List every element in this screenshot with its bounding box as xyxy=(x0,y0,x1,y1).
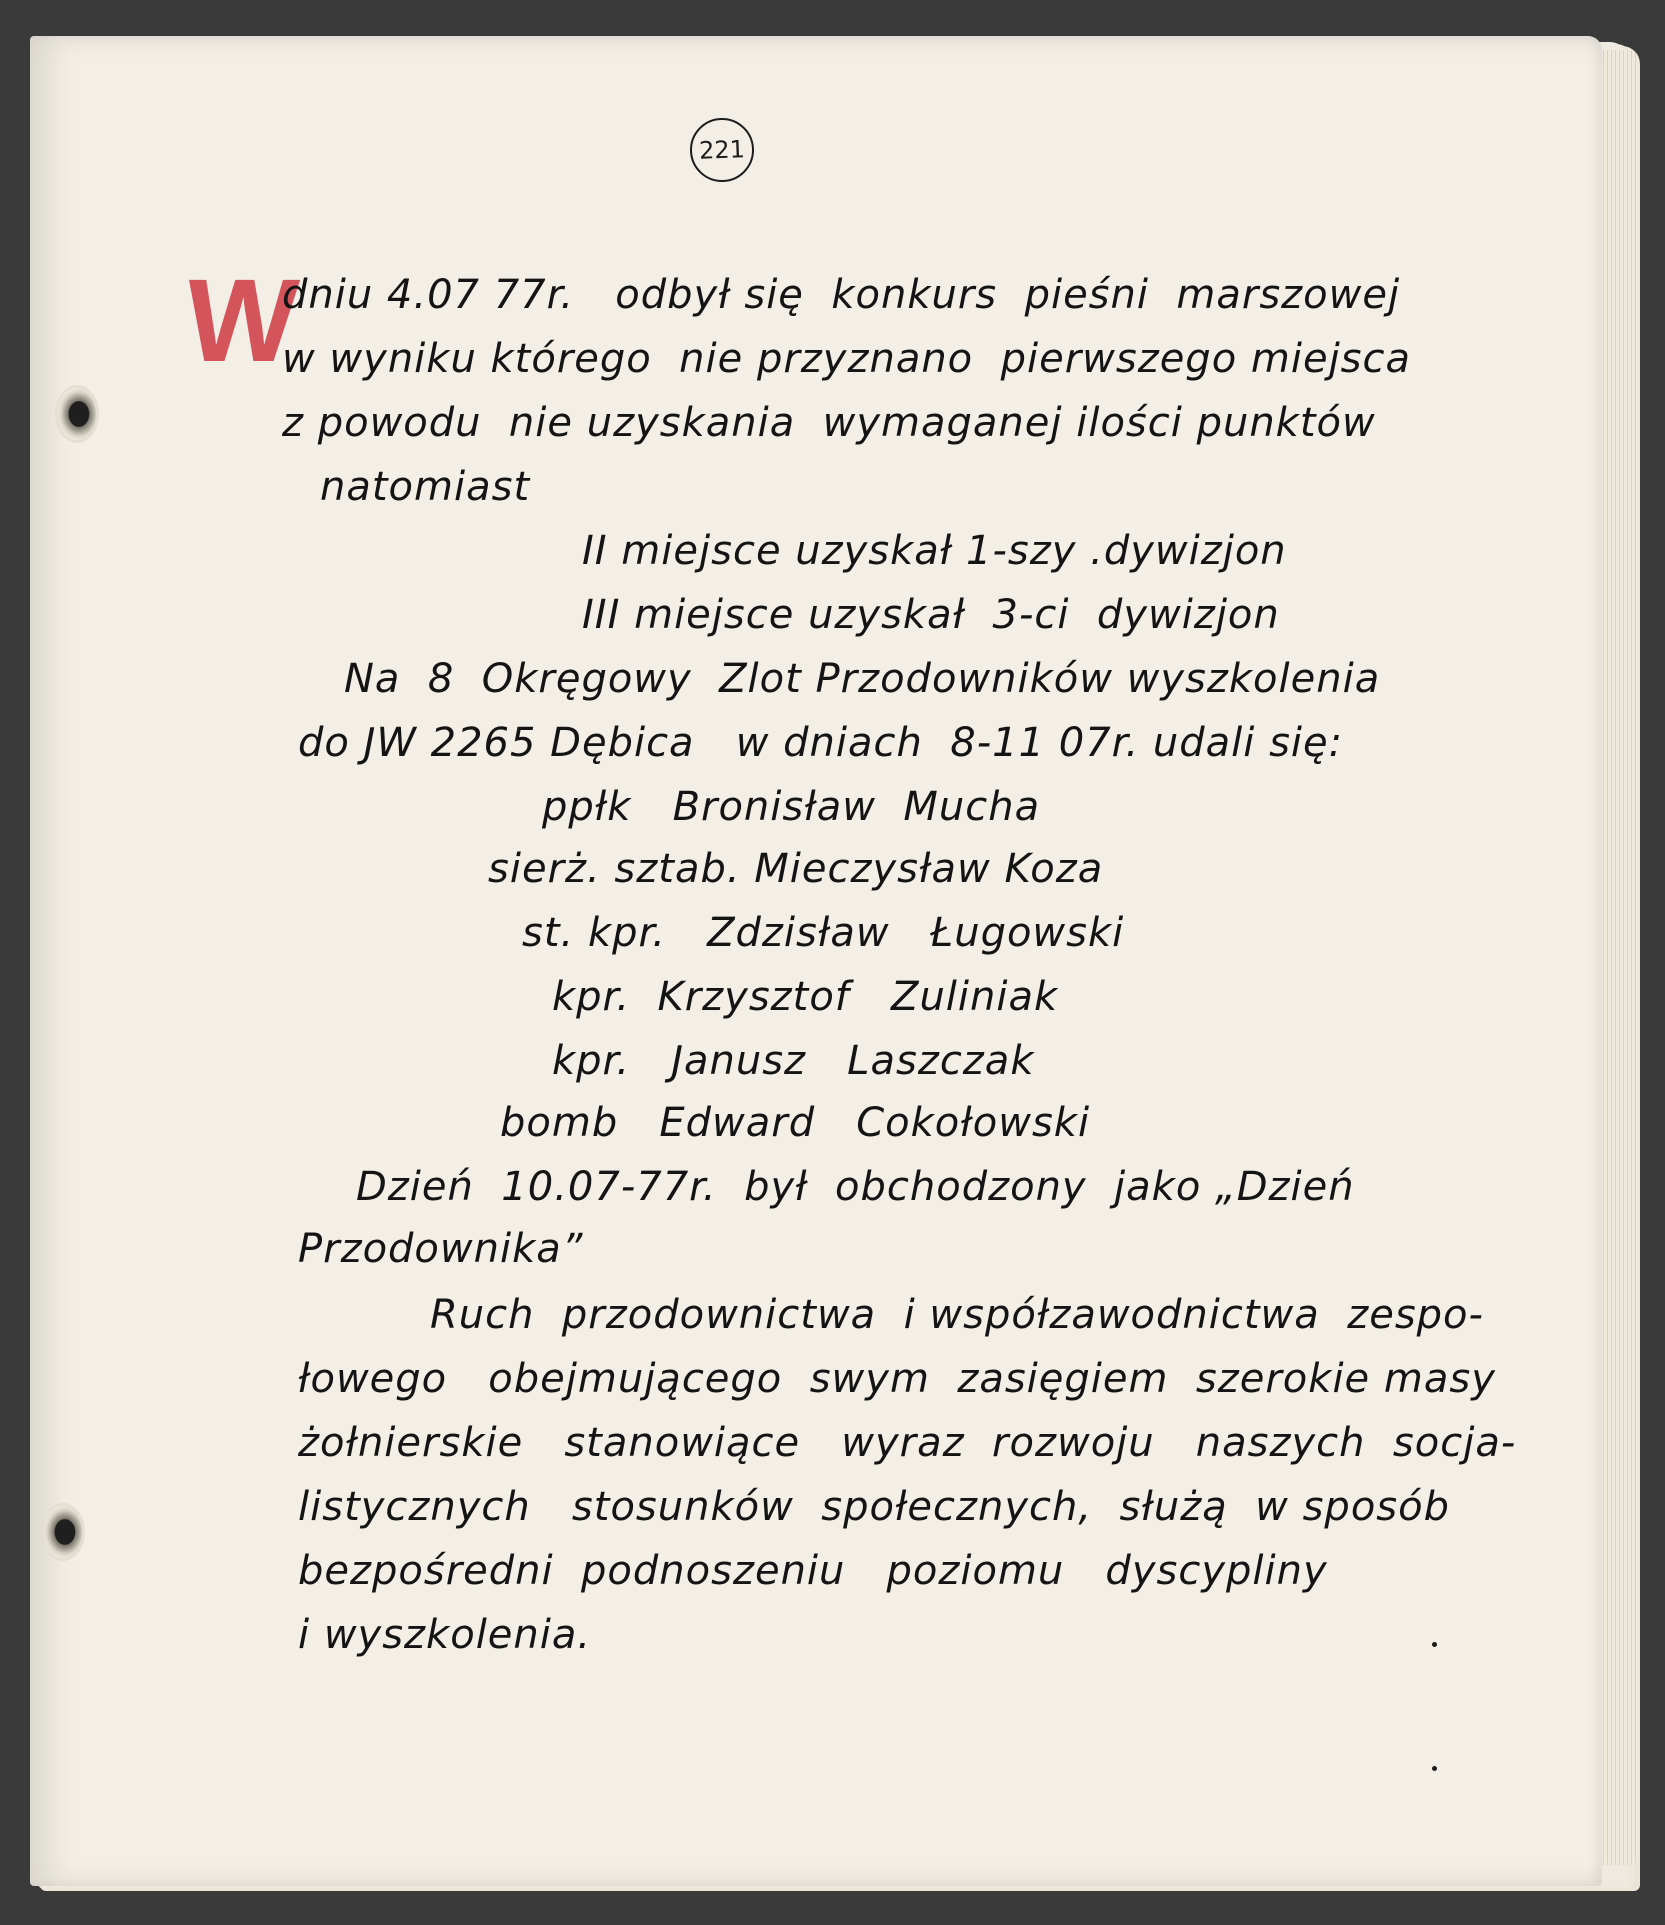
text-line: z powodu nie uzyskania wymaganej ilości punktów xyxy=(282,400,1376,446)
page-edges xyxy=(1603,50,1639,1865)
text-line: łowego obejmującego swym zasięgiem szerokie masy xyxy=(298,1356,1496,1402)
text-line: Ruch przodownictwa i współzawodnictwa zespo- xyxy=(430,1292,1484,1338)
text-line: Na 8 Okręgowy Zlot Przodowników wyszkolenia xyxy=(344,656,1381,702)
ink-dot xyxy=(1432,1642,1437,1647)
text-line: III miejsce uzyskał 3-ci dywizjon xyxy=(582,592,1280,638)
punch-hole xyxy=(58,388,96,440)
text-line: natomiast xyxy=(320,464,531,510)
text-line: ppłk Bronisław Mucha xyxy=(542,784,1041,830)
text-line: i wyszkolenia. xyxy=(298,1612,592,1658)
text-line: Przodownika” xyxy=(298,1226,584,1272)
punch-hole xyxy=(44,1506,82,1558)
page-number: 221 xyxy=(689,117,755,183)
text-line: kpr. Janusz Laszczak xyxy=(552,1038,1035,1084)
text-line: w wyniku którego nie przyznano pierwszego miejsca xyxy=(282,336,1412,382)
text-line: Dzień 10.07-77r. był obchodzony jako „Dzień xyxy=(356,1164,1355,1210)
text-line: do JW 2265 Dębica w dniach 8-11 07r. udali się: xyxy=(298,720,1344,766)
text-line: bomb Edward Cokołowski xyxy=(500,1100,1091,1146)
text-line: II miejsce uzyskał 1-szy .dywizjon xyxy=(582,528,1287,574)
decorated-initial: W xyxy=(181,255,298,387)
text-line: dniu 4.07 77r. odbył się konkurs pieśni marszowej xyxy=(282,272,1401,318)
ink-dot xyxy=(1432,1766,1437,1771)
text-line: bezpośredni podnoszeniu poziomu dyscypliny xyxy=(298,1548,1328,1594)
text-line: żołnierskie stanowiące wyraz rozwoju naszych socja- xyxy=(298,1420,1517,1466)
text-line: listycznych stosunków społecznych, służą w sposób xyxy=(298,1484,1450,1530)
text-line: st. kpr. Zdzisław Ługowski xyxy=(522,910,1125,956)
text-line: kpr. Krzysztof Zuliniak xyxy=(552,974,1059,1020)
text-line: sierż. sztab. Mieczysław Koza xyxy=(488,846,1104,892)
